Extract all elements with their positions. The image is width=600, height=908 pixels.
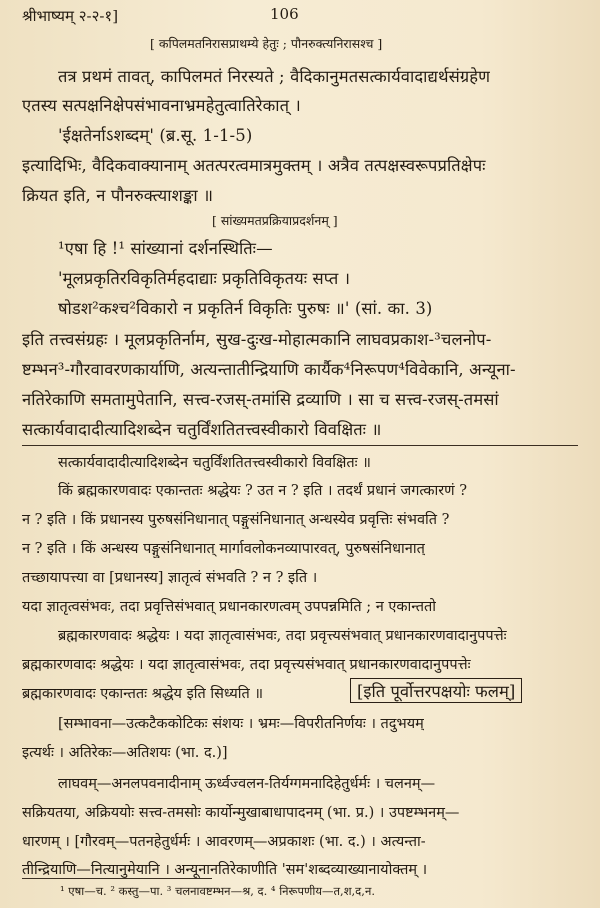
- text-line-2: एतस्य सत्पक्षनिक्षेपसंभावनाभ्रमहेतुत्वातिरेकात् ।: [22, 96, 301, 115]
- commentary-line-6: यदा ज्ञातृत्वसंभवः, तदा प्रवृत्तिसंभवात् प्रधानकारणत्वम् उपपन्नमिति ; न एकान्ततो: [22, 599, 437, 615]
- sutra-quote: 'ईक्षतेर्नाऽशब्दम्' (ब्र.सू. 1-1-5): [58, 126, 253, 145]
- text-line-10: ष्टम्भन³-गौरवावरणकार्याणि, अत्यन्तातीन्द्रियाणि कार्यैक⁴निरूपण⁴विवेकानि, अन्यूना-: [22, 360, 516, 379]
- text-line-1: तत्र प्रथमं तावत्, कापिलमतं निरस्यते ; वैदिकानुमतसत्कार्यवादाद्यर्थसंग्रहेण: [58, 67, 491, 86]
- text-line-5: क्रियत इति, न पौनरुक्त्याशङ्का ॥: [22, 186, 214, 205]
- boxed-label-phala: [इति पूर्वोत्तरपक्षयोः फलम्]: [350, 678, 522, 703]
- commentary-line-5: तच्छायापत्त्या वा [प्रधानस्य] ज्ञातृत्वं संभवति ? न ? इति ।: [22, 570, 318, 586]
- commentary-line-14: धारणम् । [गौरवम्—पतनहेतुर्धर्मः । आवरणम्—अप्रकाशः (भा. द.) । अत्यन्ता-: [22, 834, 426, 850]
- commentary-line-3: न ? इति । किं प्रधानस्य पुरुषसंनिधानात् पङ्गुसंनिधानात् अन्धस्येव प्रवृत्तिः संभवति ?: [22, 512, 450, 528]
- footnote-rule: [22, 878, 212, 879]
- divider-rule: [22, 445, 578, 446]
- running-header: श्रीभाष्यम् २-२-१]: [22, 7, 119, 25]
- commentary-line-2: किं ब्रह्मकारणवादः एकान्ततः श्रद्धेयः ? उत न ? इति । तदर्थं प्रधानं जगत्कारणं ?: [58, 483, 468, 499]
- text-line-9: इति तत्त्वसंग्रहः । मूलप्रकृतिर्नाम, सुख-दुःख-मोहात्मकानि लाघवप्रकाश-³चलनोप-: [22, 330, 492, 349]
- commentary-line-8: ब्रह्मकारणवादः श्रद्धेयः । यदा ज्ञातृत्वासंभवः, तदा प्रवृत्त्यसंभवात् प्रधानकारणवादानुपपत्तेः: [22, 657, 471, 673]
- commentary-line-4: न ? इति । किं अन्धस्य पङ्गुसंनिधानात् मार्गावलोकनव्यापारवत्, पुरुषसंनिधानात्: [22, 541, 425, 557]
- footnotes: ¹ एषा—च. ² कस्तु—पा. ³ चलनावष्टम्भन—श्र, द. ⁴ निरूपणीय—त,श,द,न.: [60, 884, 375, 898]
- commentary-line-12: लाघवम्—अनलपवनादीनाम् ऊर्ध्वज्वलन-तिर्यग्गमनादिहेतुर्धर्मः । चलनम्—: [58, 776, 436, 792]
- text-line-11: नतिरेकाणि समतामुपेतानि, सत्त्व-रजस्-तमांसि द्रव्याणि । सा च सत्त्व-रजस्-तमसां: [22, 390, 499, 409]
- section-heading-1: [ कपिलमतनिरासप्राथम्ये हेतुः ; पौनरुक्त्यनिरासश्च ]: [150, 36, 383, 51]
- commentary-line-13: सक्रियतया, अक्रिययोः सत्त्व-तमसोः कार्योन्मुखाबाधापादनम् (भा. प्र.) । उपष्टम्भनम्—: [22, 805, 460, 821]
- page-number: 106: [270, 5, 299, 23]
- verse-line-1: 'मूलप्रकृतिरविकृतिर्महदाद्याः प्रकृतिविकृतयः सप्त ।: [58, 269, 351, 288]
- commentary-line-7: ब्रह्मकारणवादः श्रद्धेयः । यदा ज्ञातृत्वासंभवः, तदा प्रवृत्त्यसंभवात् प्रधानकारणवादानुपपत्तेः: [58, 628, 507, 644]
- commentary-line-10: [सम्भावना—उत्कटैककोटिकः संशयः । भ्रमः—विपरीतनिर्णयः । तदुभयम्: [58, 716, 424, 732]
- text-line-4: इत्यादिभिः, वैदिकवाक्यानाम् अतत्परत्वमात्रमुक्तम् । अत्रैव तत्पक्षस्वरूपप्रतिक्षेपः: [22, 156, 486, 175]
- text-line-6: ¹एषा हि !¹ सांख्यानां दर्शनस्थितिः—: [58, 239, 273, 258]
- commentary-line-11: इत्यर्थः । अतिरेकः—अतिशयः (भा. द.)]: [22, 745, 228, 761]
- section-heading-2: [ सांख्यमतप्रक्रियाप्रदर्शनम् ]: [212, 213, 338, 228]
- commentary-line-1: सत्कार्यवादादीत्यादिशब्देन चतुर्विंशतितत्त्वस्वीकारो विवक्षितः ॥: [58, 455, 371, 471]
- text-line-12: सत्कार्यवादादीत्यादिशब्देन चतुर्विंशतितत्त्वस्वीकारो विवक्षितः ॥: [22, 420, 382, 439]
- verse-line-2: षोडश²कश्च²विकारो न प्रकृतिर्न विकृतिः पुरुषः ॥' (सां. का. 3): [58, 299, 433, 318]
- commentary-line-15: तीन्द्रियाणि—नित्यानुमेयानि । अन्यूनानतिरेकाणीति 'सम'शब्दव्याख्यानायोक्तम् ।: [22, 862, 428, 878]
- commentary-line-9: ब्रह्मकारणवादः एकान्ततः श्रद्धेय इति सिध्यति ॥: [22, 686, 264, 702]
